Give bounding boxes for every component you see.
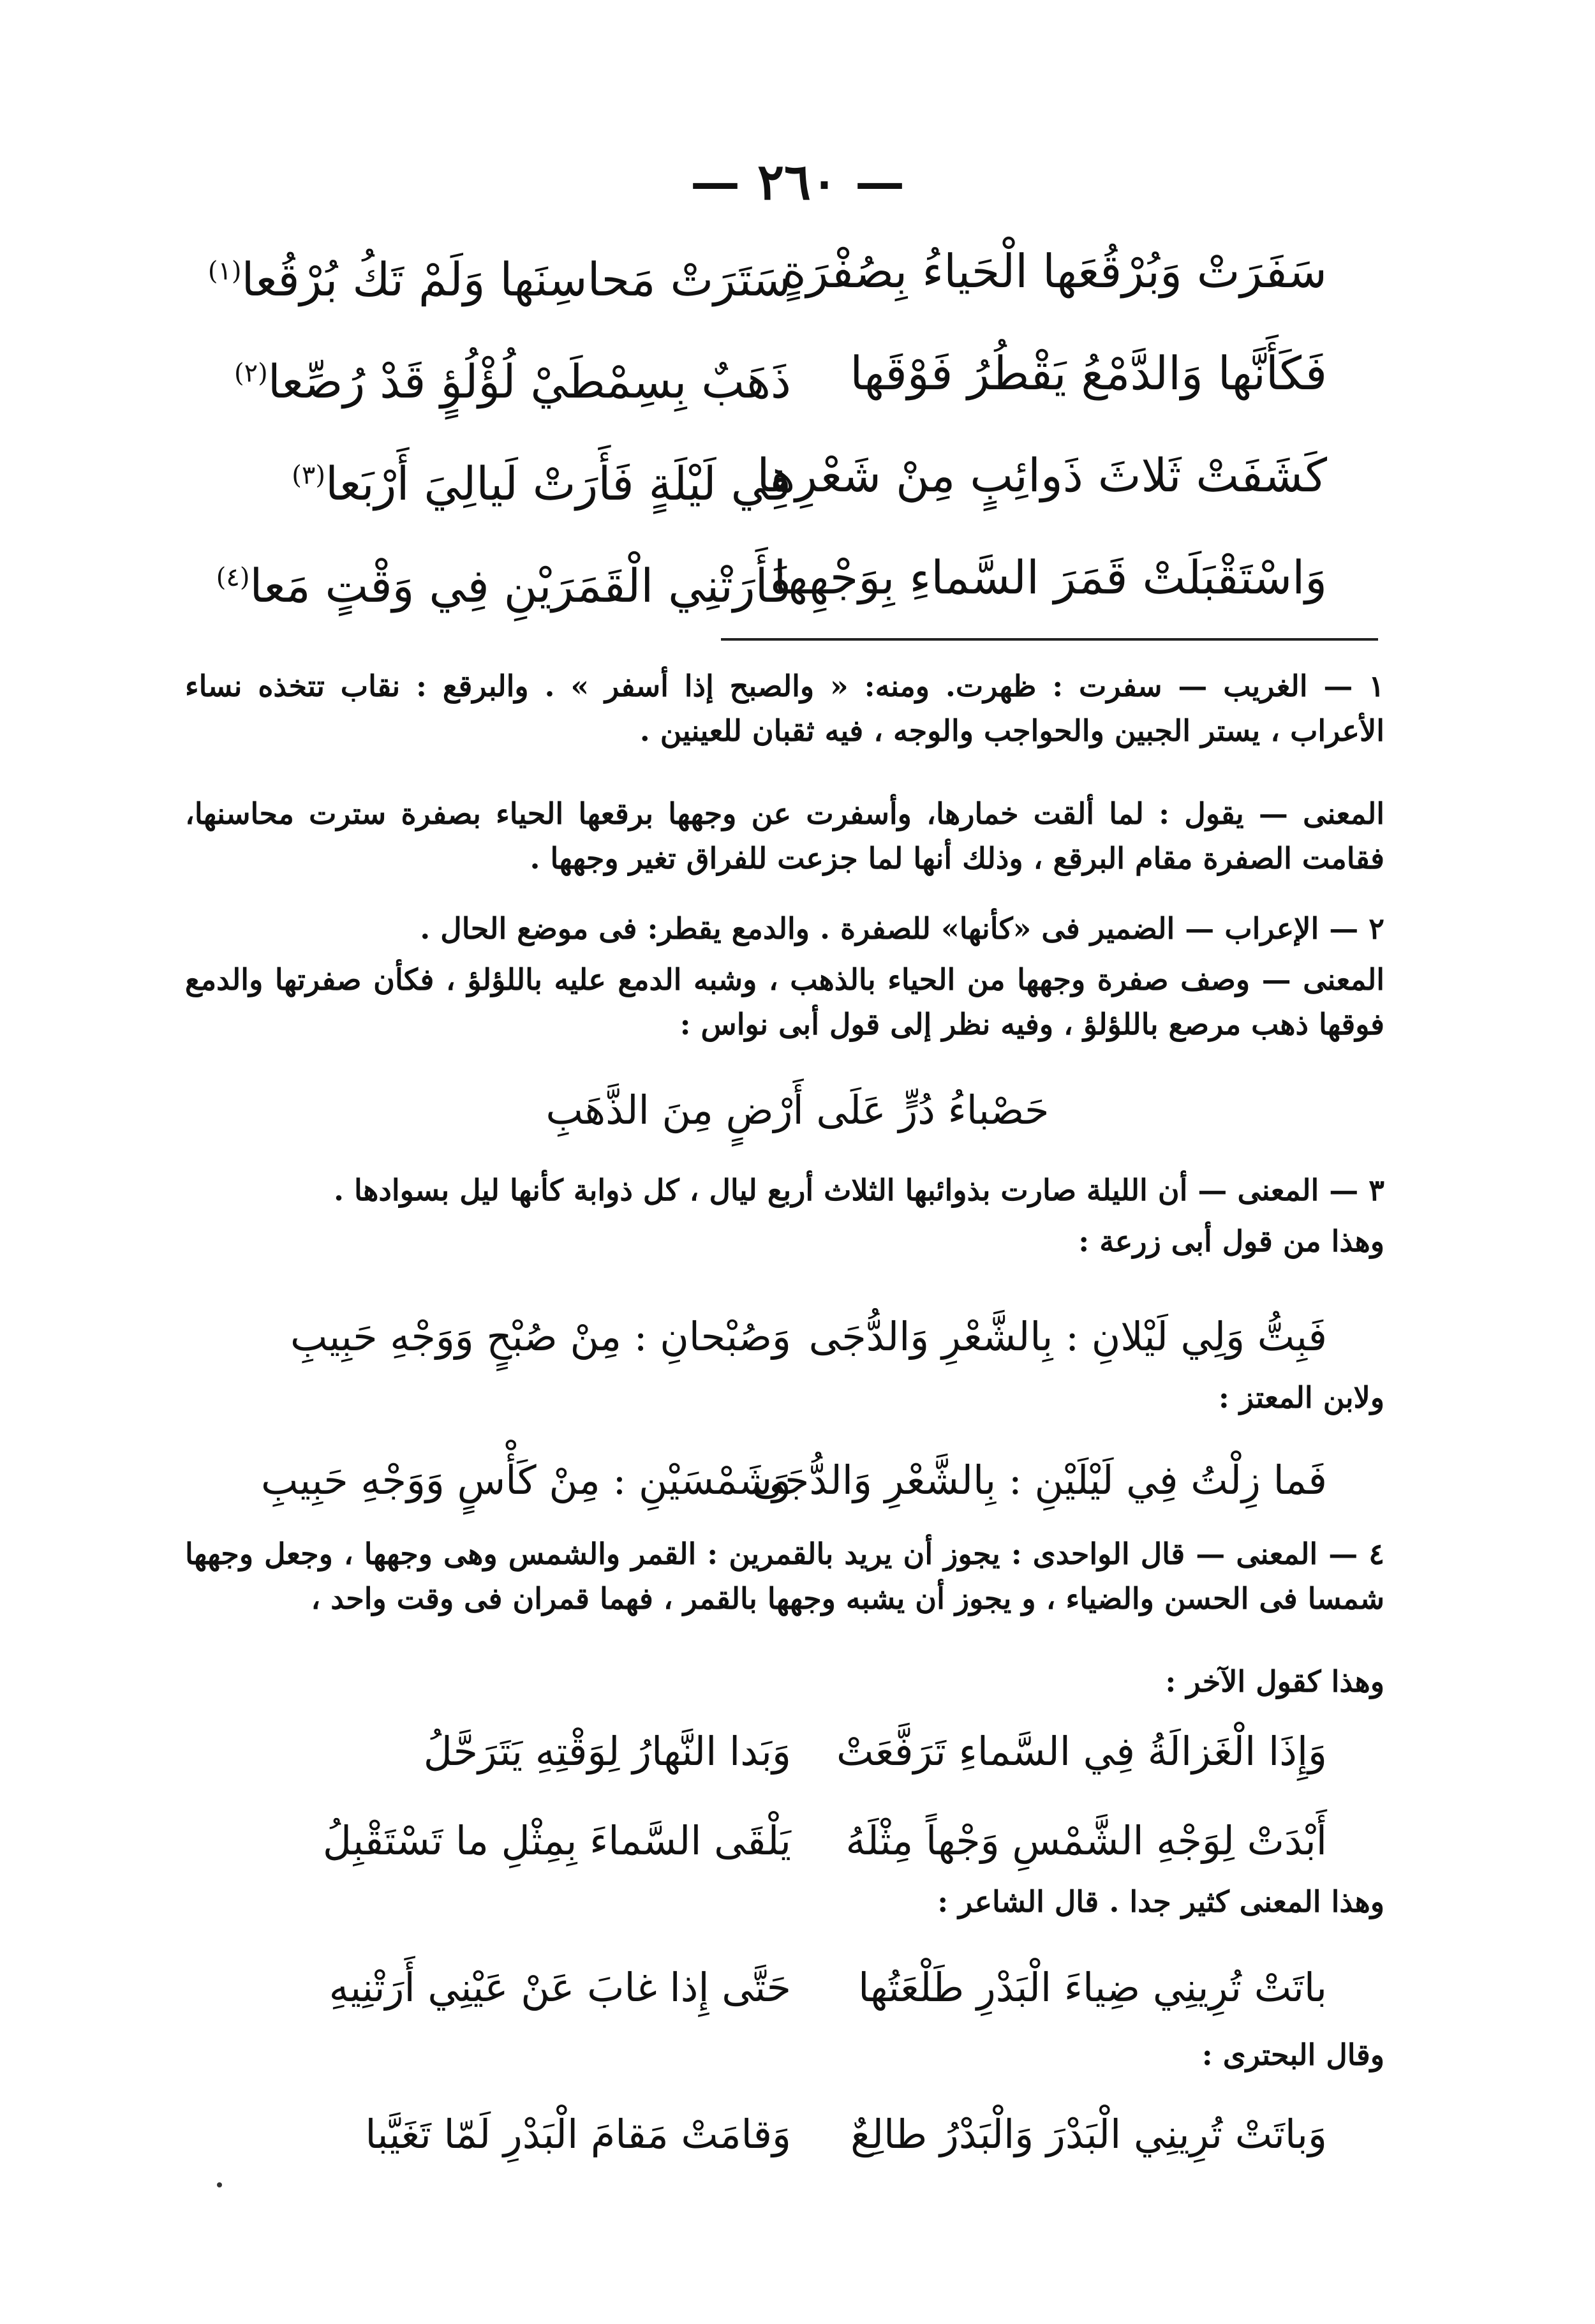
ibn-mutazz-first-hemistich: فَما زِلْتُ فِي لَيْلَيْنِ : بِالشَّعْرِ وَالدُّجَى [752,1457,1327,1503]
note-4-intro: وهذا كقول الآخر : [1165,1664,1384,1699]
abu-zura-verse [281,1302,1327,1372]
verse-4-first-hemistich: وَاسْتَقْبَلَتْ قَمَرَ السَّماءِ بِوَجْهِها [773,551,1327,604]
verse-2-first-hemistich: فَكَأَنَّها وَالدَّمْعُ يَقْطُرُ فَوْقَها [850,346,1327,400]
note-4-meaning: ٤ — المعنى — قال الواحدى : يجوز أن يريد بالقمرين : القمر والشمس وهى وجهها ، وجعل وجهها شمسا فى الحسن والضياء ، و يجوز أن يشبه وجهها بالقمر ، فهما قمران فى وقت واحد ، [185,1537,1384,1616]
verse-1 [207,230,1327,313]
akhar-verse-2 [281,1806,1327,1876]
note-1-gharib: ١ — الغريب — سفرت : ظهرت. ومنه: « والصبح إذا أسفر » . والبرقع : نقاب تتخذه نساء الأعراب ، يستر الجبين والحواجب والوجه ، فيه ثقبان للعينين . [185,669,1384,748]
verse-2 [234,332,1327,415]
ibn-mutazz-intro: ولابن المعتز : [1218,1380,1384,1415]
note-1-meaning: المعنى — يقول : لما ألقت خمارها، وأسفرت عن وجهها برقعها الحياء بصفرة سترت محاسنها، فقامت الصفرة مقام البرقع ، وذلك أنها لما جزعت للفراق تغير وجهها . [185,796,1384,875]
footnote-divider [721,638,1378,641]
page-number: — ٢٦٠ — [690,153,905,211]
verse-2-second-hemistich: ذَهَبٌ بِسِمْطَيْ لُؤْلُؤٍ قَدْ رُصِّعا$^{(٢)}$ [234,355,791,408]
shair-second-hemistich: حَتَّى إِذا غابَ عَنْ عَيْنِي أَرَتْنِيهِ [329,1964,791,2011]
ibn-mutazz-verse [261,1445,1327,1516]
verse-4-second-hemistich: فَأَرَتْنِي الْقَمَرَيْنِ فِي وَقْتٍ مَعا$^{(٤)}$ [216,559,791,613]
shair-verse [281,1953,1327,2023]
shair-intro: وهذا المعنى كثير جدا . قال الشاعر : [937,1884,1384,1919]
verse-1-second-hemistich: سَتَرَتْ مَحاسِنَها وَلَمْ تَكُ بُرْقُعا$^{(١)}$ [207,253,791,306]
note-3-meaning: ٣ — المعنى — أن الليلة صارت بذوائبها الثلاث أربع ليال ، كل ذوابة كأنها ليل بسوادها . [334,1173,1384,1207]
abu-zura-first-hemistich: فَبِتُّ وَلِي لَيْلانِ : بِالشَّعْرِ وَالدُّجَى [808,1313,1327,1360]
verse-3 [255,434,1327,517]
buhturi-second-hemistich: وَقامَتْ مَقامَ الْبَدْرِ لَمّا تَغَيَّبا [365,2111,791,2157]
buhturi-verse [281,2099,1327,2170]
shair-first-hemistich: باتَتْ تُرِينِي ضِياءَ الْبَدْرِ طَلْعَتُها [858,1964,1327,2011]
abu-nuwas-quote: حَصْباءُ دُرٍّ عَلَى أَرْضٍ مِنَ الذَّهَبِ [545,1087,1050,1133]
footnote-ref-3: (٣) [292,461,325,490]
footnote-ref-2: (٢) [234,359,268,388]
note-2-grammar: ٢ — الإعراب — الضمير فى «كأنها» للصفرة . والدمع يقطر: فى موضع الحال . [420,911,1384,946]
verse-4 [216,536,1327,619]
verse-1-first-hemistich: سَفَرَتْ وَبُرْقُعَها الْحَياءُ بِصُفْرَةٍ [782,244,1327,298]
footnote-ref-4: (٤) [216,563,250,592]
note-3-intro: وهذا من قول أبى زرعة : [1078,1224,1384,1258]
ibn-mutazz-second-hemistich: وَشَمْسَيْنِ : مِنْ كَأْسٍ وَوَجْهِ حَبِيبِ [261,1457,791,1503]
akhar-verse-1 [281,1717,1327,1787]
note-2-meaning: المعنى — وصف صفرة وجهها من الحياء بالذهب ، وشبه الدمع عليه باللؤلؤ ، فكأن صفرتها والدمع فوقها ذهب مرصع باللؤلؤ ، وفيه نظر إلى قول أبى نواس : [185,962,1384,1041]
akhar-verse-1-second-hemistich: وَبَدا النَّهارُ لِوَقْتِهِ يَتَرَحَّلُ [423,1728,791,1775]
footnote-ref-1: (١) [207,257,242,286]
verse-3-first-hemistich: كَشَفَتْ ثَلاثَ ذَوائِبٍ مِنْ شَعْرِها [757,449,1327,502]
scan-speck [217,2182,222,2187]
akhar-verse-1-first-hemistich: وَإِذَا الْغَزالَةُ فِي السَّماءِ تَرَفَّعَتْ [836,1728,1327,1775]
buhturi-first-hemistich: وَباتَتْ تُرِينِي الْبَدْرَ وَالْبَدْرُ طالِعٌ [850,2111,1327,2157]
verse-3-second-hemistich: فِي لَيْلَةٍ فَأَرَتْ لَيالِيَ أَرْبَعا$^{(٣)}$ [292,457,791,510]
abu-zura-second-hemistich: وَصُبْحانِ : مِنْ صُبْحٍ وَوَجْهِ حَبِيبِ [290,1313,791,1360]
buhturi-intro: وقال البحترى : [1201,2037,1384,2072]
akhar-verse-2-first-hemistich: أَبْدَتْ لِوَجْهِ الشَّمْسِ وَجْهاً مِثْلَهُ [845,1817,1327,1864]
akhar-verse-2-second-hemistich: يَلْقَى السَّماءَ بِمِثْلِ ما تَسْتَقْبِلُ [322,1817,791,1864]
